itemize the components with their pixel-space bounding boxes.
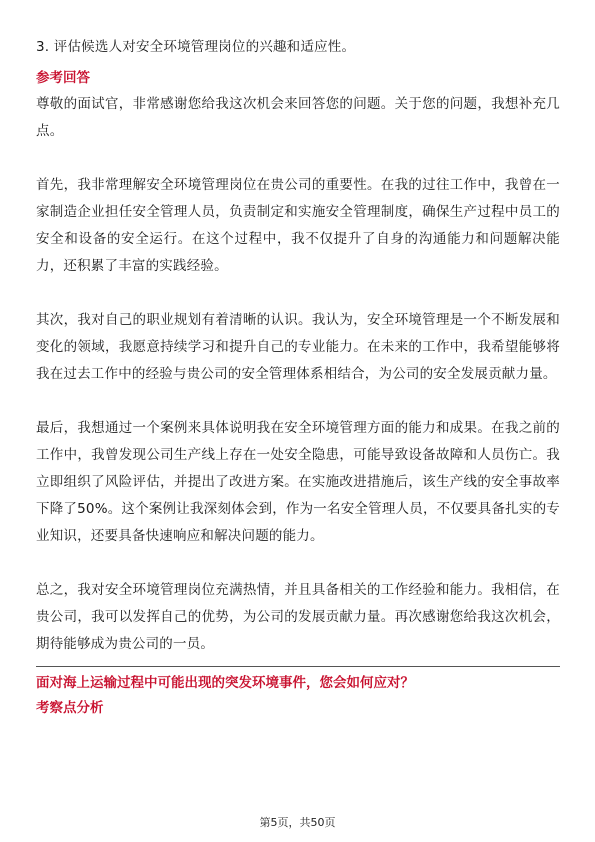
analysis-heading: 考察点分析 (36, 700, 104, 716)
page-number: 第5页，共50页 (259, 816, 336, 829)
answer-heading: 参考回答 (36, 70, 90, 86)
answer-paragraph-conclusion: 总之，我对安全环境管理岗位充满热情，并且具备相关的工作经验和能力。我相信，在贵公司，我可以发挥自己的优势，为公司的发展贡献力量。再次感谢您给我这次机会，期待能够成为贵公司的一员。 (36, 582, 560, 652)
page-content (36, 36, 560, 719)
next-question-text: 面对海上运输过程中可能出现的突发环境事件，您会如何应对？ (36, 675, 414, 691)
answer-paragraph-intro: 尊敬的面试官，非常感谢您给我这次机会来回答您的问题。关于您的问题，我想补充几点。 (36, 96, 560, 139)
answer-paragraph-first: 首先，我非常理解安全环境管理岗位在贵公司的重要性。在我的过往工作中，我曾在一家制造企业担任安全管理人员，负责制定和实施安全管理制度，确保生产过程中员工的安全和设备的安全运行。在这个过程中，我不仅提升了自身的沟通能力和问题解决能力，还积累了丰富的实践经验。 (36, 177, 560, 274)
question-text: 3. 评估候选人对安全环境管理岗位的兴趣和适应性。 (36, 39, 356, 55)
answer-paragraph-last: 最后，我想通过一个案例来具体说明我在安全环境管理方面的能力和成果。在我之前的工作中，我曾发现公司生产线上存在一处安全隐患，可能导致设备故障和人员伤亡。我立即组织了风险评估，并提出了改进方案。在实施改进措施后，该生产线的安全事故率下降了50%。这个案例让我深刻体会到，作为一名安全管理人员，不仅要具备扎实的专业知识，还要具备快速响应和解决问题的能力。 (36, 420, 560, 544)
answer-paragraph-second: 其次，我对自己的职业规划有着清晰的认识。我认为，安全环境管理是一个不断发展和变化的领域，我愿意持续学习和提升自己的专业能力。在未来的工作中，我希望能够将我在过去工作中的经验与贵公司的安全管理体系相结合，为公司的安全发展贡献力量。 (36, 312, 560, 382)
